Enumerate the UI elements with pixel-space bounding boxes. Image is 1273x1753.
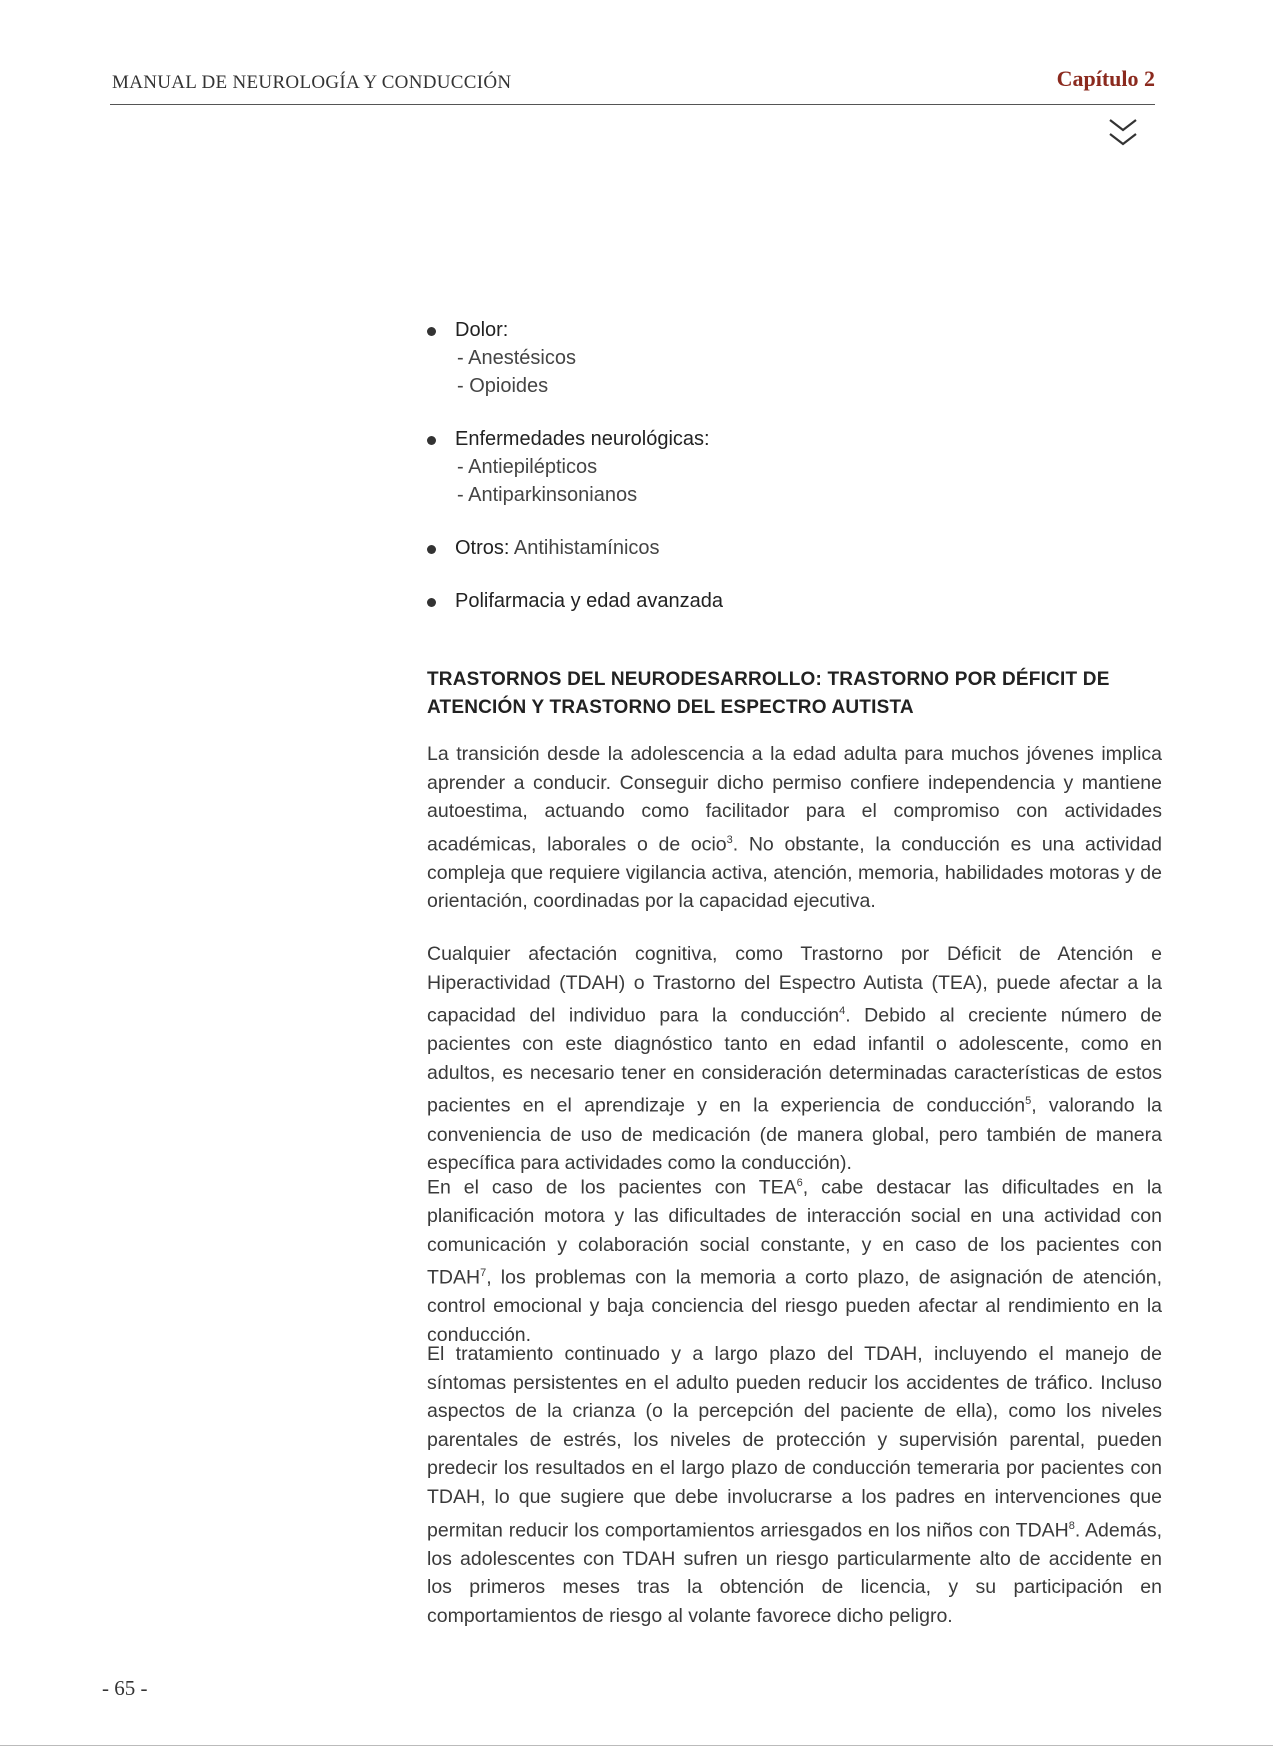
citation-superscript: 8 xyxy=(1068,1519,1075,1532)
bullet-item xyxy=(427,587,1162,615)
citation-superscript: 4 xyxy=(839,1005,846,1018)
running-header-title: MANUAL DE NEUROLOGÍA Y CONDUCCIÓN xyxy=(112,72,512,93)
citation-superscript: 5 xyxy=(1025,1095,1032,1108)
bullet-item xyxy=(427,425,1162,509)
citation-superscript: 3 xyxy=(726,833,733,846)
page-number: - 65 - xyxy=(102,1676,148,1700)
bullet-heading: Dolor: xyxy=(455,319,509,341)
bullet-heading: Polifarmacia y edad avanzada xyxy=(455,590,723,612)
paragraph: Cualquier afectación cognitiva, como Trastorno por Déficit de Atención e Hiperactividad (TDAH) o Trastorno del Espectro Autista (TEA), puede afectar a la capacidad del individuo para la conducción$^4$. Debido al creciente número de pacientes con este diagnóstico tanto en edad infantil o adolescente, como en adultos, es necesario tener en consideración determinadas características de estos pacientes en el aprendizaje y en la experiencia de conducción$^5$, valorando la conveniencia de uso de medicación (de manera global, pero también de manera específica para actividades como la conducción). xyxy=(427,943,1162,1175)
paragraph: El tratamiento continuado y a largo plazo del TDAH, incluyendo el manejo de síntomas persistentes en el adulto pueden reducir los accidentes de tráfico. Incluso aspectos de la crianza (o la percepción del paciente de ella), como los niveles parentales de estrés, los niveles de protección y supervisión parental, pueden predecir los resultados en el largo plazo de conducción temeraria por pacientes con TDAH, lo que sugiere que debe involucrarse a los padres en intervenciones que permitan reducir los comportamientos arriesgados en los niños con TDAH$^8$. Además, los adolescentes con TDAH sufren un riesgo particularmente alto de accidente en los primeros meses tras la obtención de licencia, y su participación en comportamientos de riesgo al volante favorece dicho peligro. xyxy=(427,1343,1163,1627)
bullet-heading: Otros: xyxy=(455,537,510,559)
bullet-inline-text: Antihistamínicos xyxy=(509,537,660,559)
double-chevron-down-icon[interactable] xyxy=(1108,116,1138,150)
citation-superscript: 7 xyxy=(480,1267,487,1280)
paragraph: La transición desde la adolescencia a la edad adulta para muchos jóvenes implica aprender a conducir. Conseguir dicho permiso confiere independencia y mantiene autoestima, actuando como facilitador para el compromiso con actividades académicas, laborales o de ocio$^3$. No obstante, la conducción es una actividad compleja que requiere vigilancia activa, atención, memoria, habilidades motoras y de orientación, coordinadas por la capacidad ejecutiva. xyxy=(427,743,1162,913)
bullet-subitem: - Anestésicos xyxy=(457,347,576,369)
section-heading: TRASTORNOS DEL NEURODESARROLLO: TRASTORNO POR DÉFICIT DE ATENCIÓN Y TRASTORNO DEL ESPECTRO AUTISTA xyxy=(427,669,1110,718)
bullet-heading: Enfermedades neurológicas: xyxy=(455,428,710,450)
bullet-item xyxy=(427,534,1162,562)
chapter-label: Capítulo 2 xyxy=(1056,66,1155,91)
bullet-list xyxy=(427,316,1162,640)
citation-superscript: 6 xyxy=(796,1177,803,1189)
bullet-subitem: - Opioides xyxy=(457,375,549,397)
paragraph: En el caso de los pacientes con TEA$^6$, cabe destacar las dificultades en la planificación motora y las dificultades de interacción social en una actividad con comunicación y colaboración social constante, y en caso de los pacientes con TDAH$^7$, los problemas con la memoria a corto plazo, de asignación de atención, control emocional y baja conciencia del riesgo pueden afectar al rendimiento en la conducción. xyxy=(427,1176,1162,1346)
bullet-subitem: - Antiparkinsonianos xyxy=(457,484,638,506)
header-rule xyxy=(110,104,1155,105)
footer-rule xyxy=(0,1745,1273,1746)
bullet-item xyxy=(427,316,1162,400)
bullet-subitem: - Antiepilépticos xyxy=(457,456,598,478)
